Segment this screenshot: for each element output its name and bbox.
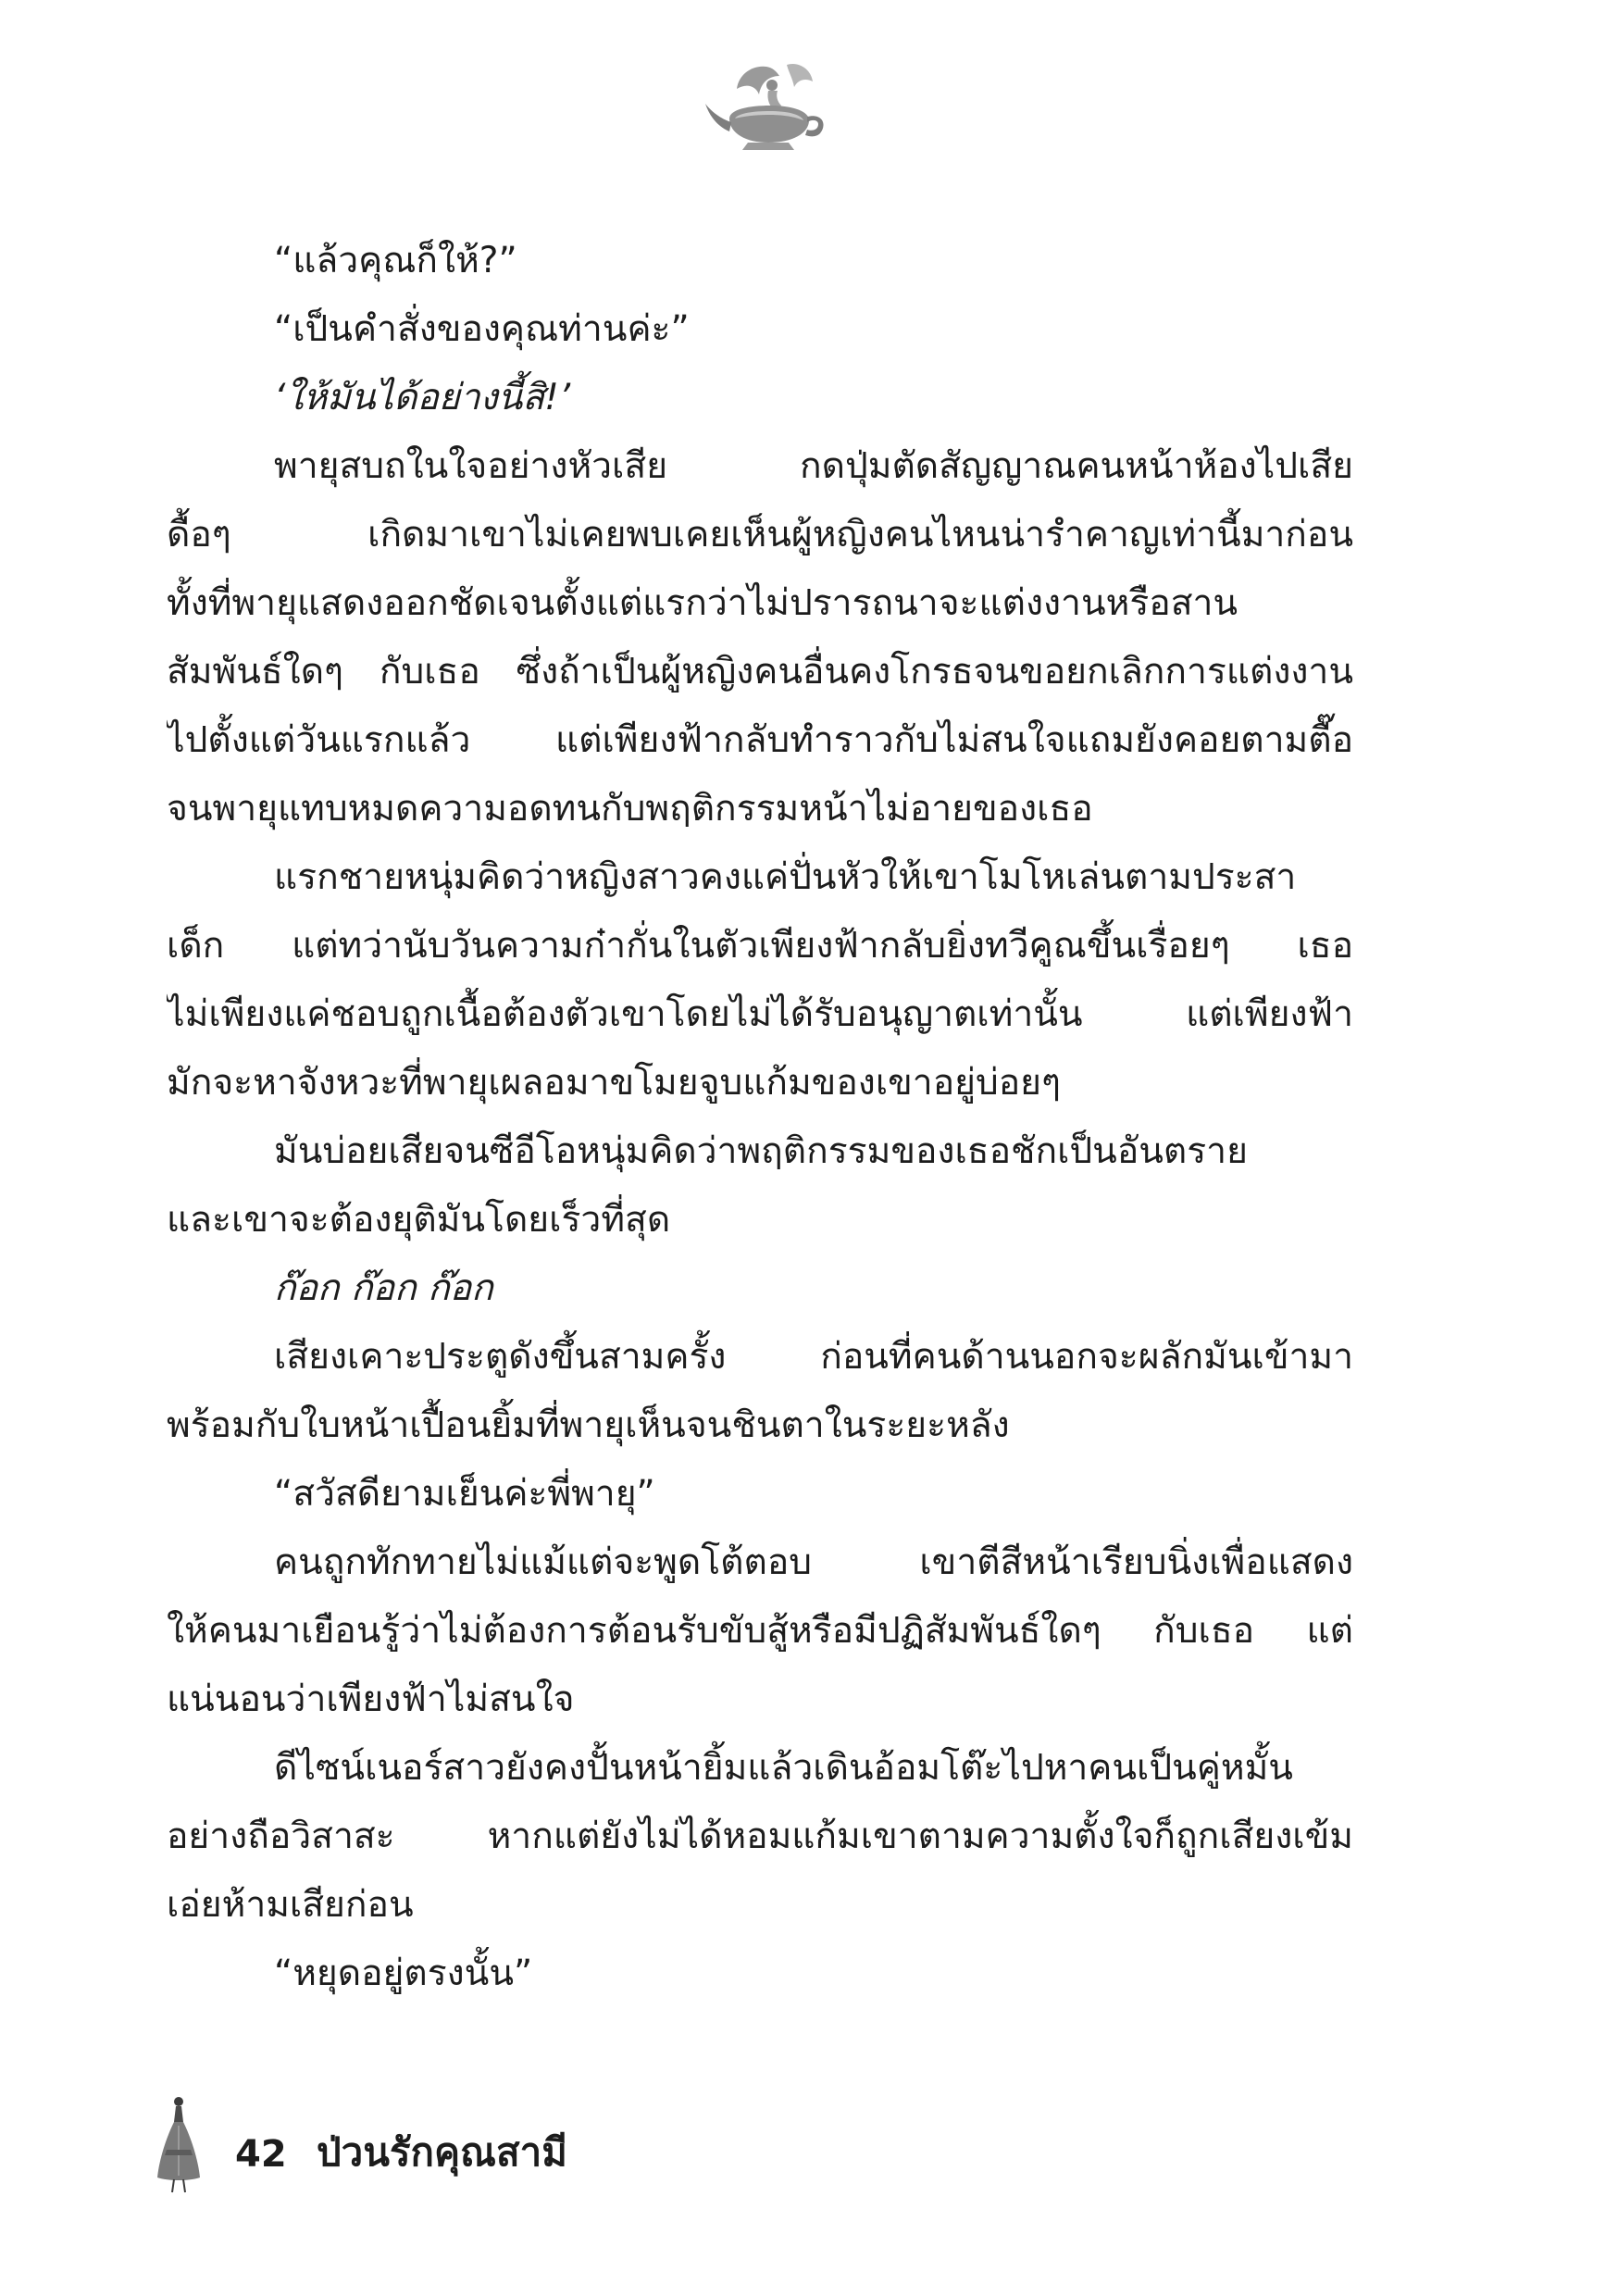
text-line: สัมพันธ์ใดๆ กับเธอ ซึ่งถ้าเป็นผู้หญิงคนอื่นคงโกรธจนขอยกเลิกการแต่งงาน (167, 651, 1353, 693)
text-line: อย่างถือวิสาสะ หากแต่ยังไม่ได้หอมแก้มเขาตามความตั้งใจก็ถูกเสียงเข้ม (167, 1816, 1353, 1857)
text-line: ทั้งที่พายุแสดงออกชัดเจนตั้งแต่แรกว่าไม่ปรารถนาจะแต่งงานหรือสาน (167, 582, 1238, 624)
text-line: ดีไซน์เนอร์สาวยังคงปั้นหน้ายิ้มแล้วเดินอ้อมโต๊ะไปหาคนเป็นคู่หมั้น (274, 1747, 1293, 1789)
page-footer (156, 2094, 803, 2196)
lady-gown-figure-icon (156, 2094, 202, 2196)
text-line: เด็ก แต่ทว่านับวันความก๋ากั่นในตัวเพียงฟ้ากลับยิ่งทวีคูณขึ้นเรื่อยๆ เธอ (167, 925, 1353, 967)
text-line: ก๊อก ก๊อก ก๊อก (274, 1267, 493, 1309)
page-number: 42 (235, 2133, 287, 2176)
text-line: จนพายุแทบหมดความอดทนกับพฤติกรรมหน้าไม่อายของเธอ (167, 788, 1093, 830)
text-line: และเขาจะต้องยุติมันโดยเร็วที่สุด (167, 1199, 671, 1241)
teapot-cupid-icon (702, 57, 831, 159)
text-line: คนถูกทักทายไม่แม้แต่จะพูดโต้ตอบ เขาตีสีหน้าเรียบนิ่งเพื่อแสดง (274, 1541, 1353, 1583)
text-line: มันบ่อยเสียจนซีอีโอหนุ่มคิดว่าพฤติกรรมของเธอชักเป็นอันตราย (274, 1130, 1248, 1172)
text-line: เสียงเคาะประตูดังขึ้นสามครั้ง ก่อนที่คนด้านนอกจะผลักมันเข้ามา (274, 1336, 1353, 1378)
text-line: “เป็นคำสั่งของคุณท่านค่ะ” (274, 308, 690, 350)
text-line: “แล้วคุณก็ให้?” (274, 240, 517, 281)
text-line: “หยุดอยู่ตรงนั้น” (274, 1953, 533, 1994)
book-title: ป่วนรักคุณสามี (317, 2129, 567, 2175)
text-line: ดื้อๆ เกิดมาเขาไม่เคยพบเคยเห็นผู้หญิงคนไหนน่ารำคาญเท่านี้มาก่อน (167, 514, 1353, 555)
text-line: ‘ให้มันได้อย่างนี้สิ!’ (274, 377, 571, 418)
text-line: แรกชายหนุ่มคิดว่าหญิงสาวคงแค่ปั่นหัวให้เขาโมโหเล่นตามประสา (274, 856, 1297, 898)
text-line: “สวัสดียามเย็นค่ะพี่พายุ” (274, 1473, 655, 1515)
text-line: พร้อมกับใบหน้าเปื้อนยิ้มที่พายุเห็นจนชินตาในระยะหลัง (167, 1404, 1010, 1446)
text-line: ไปตั้งแต่วันแรกแล้ว แต่เพียงฟ้ากลับทำราวกับไม่สนใจแถมยังคอยตามตื๊อ (167, 719, 1353, 761)
text-line: มักจะหาจังหวะที่พายุเผลอมาขโมยจูบแก้มของเขาอยู่บ่อยๆ (167, 1062, 1061, 1104)
body-text (167, 227, 1353, 2008)
text-line: แน่นอนว่าเพียงฟ้าไม่สนใจ (167, 1678, 575, 1720)
text-line: ให้คนมาเยือนรู้ว่าไม่ต้องการต้อนรับขับสู้หรือมีปฏิสัมพันธ์ใดๆ กับเธอ แต่ (167, 1610, 1353, 1652)
text-line: เอ่ยห้ามเสียก่อน (167, 1884, 414, 1926)
text-line: ไม่เพียงแค่ชอบถูกเนื้อต้องตัวเขาโดยไม่ได้รับอนุญาตเท่านั้น แต่เพียงฟ้า (167, 993, 1353, 1035)
text-line: พายุสบถในใจอย่างหัวเสีย กดปุ่มตัดสัญญาณคนหน้าห้องไปเสีย (274, 445, 1353, 487)
